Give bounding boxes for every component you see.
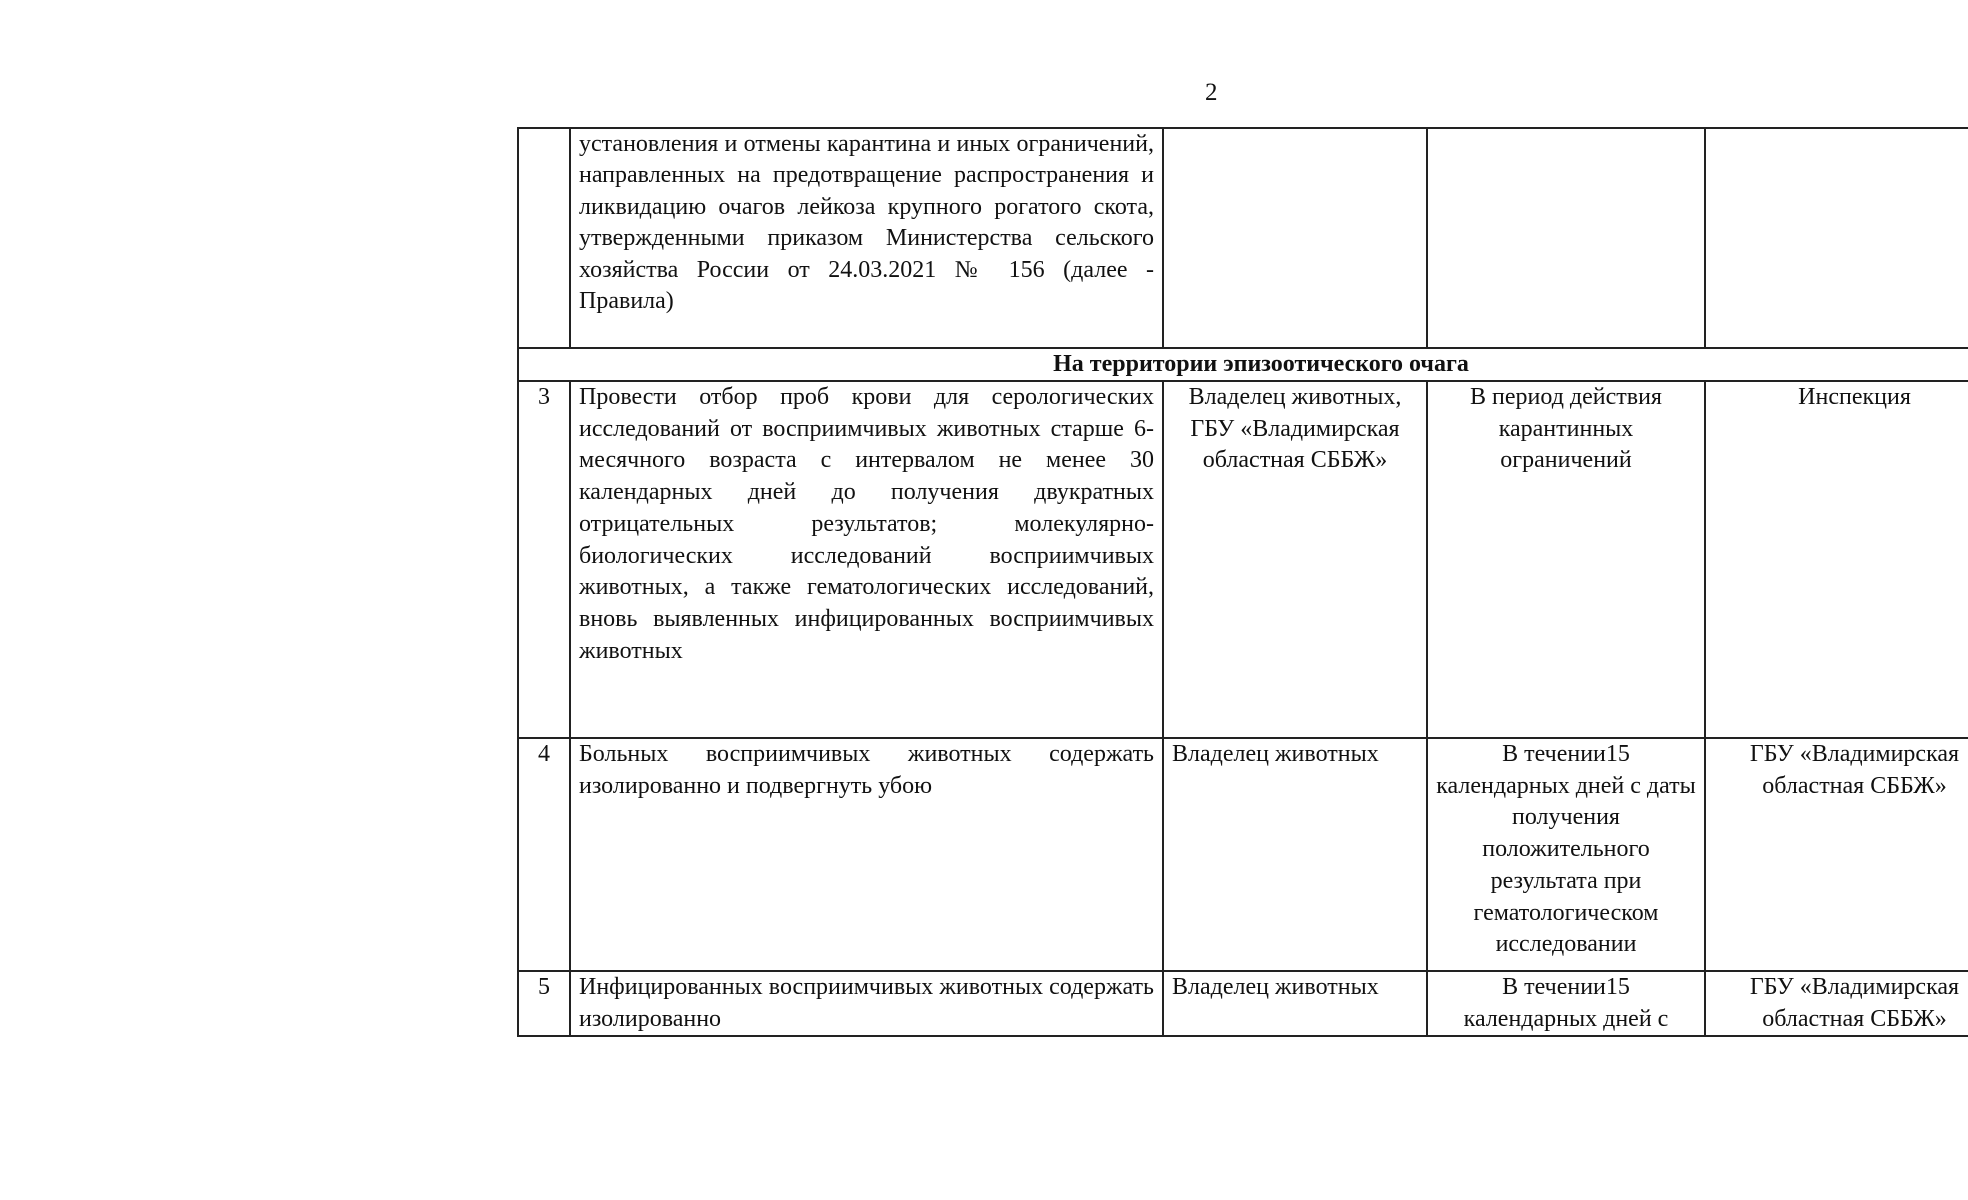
row-number-cell: 3 <box>518 381 570 738</box>
page-number: 2 <box>1205 79 1218 106</box>
row-number-cell <box>518 128 570 348</box>
executor-cell: Владелец животных, ГБУ «Владимирская областная СББЖ» <box>1163 381 1427 738</box>
task-cell: Провести отбор проб крови для серологических исследований от восприимчивых животных старше 6-месячного возраста с интервалом не менее 30 календарных дней до получения двукратных отрицательных результатов; молекулярно-биологических исследований восприимчивых животных, а также гематологических исследований, вновь выявленных инфицированных восприимчивых животных <box>570 381 1163 738</box>
table-row <box>518 381 1968 738</box>
measures-table <box>517 127 1968 1037</box>
task-cell: Больных восприимчивых животных содержать изолированно и подвергнуть убою <box>570 738 1163 971</box>
term-cell <box>1427 128 1705 348</box>
term-cell: В течении15 календарных дней с даты получения положительного результата при гематологическом исследовании <box>1427 738 1705 971</box>
task-cell: Инфицированных восприимчивых животных содержать изолированно <box>570 971 1163 1036</box>
row-number-cell: 4 <box>518 738 570 971</box>
section-title: На территории эпизоотического очага <box>518 348 1968 381</box>
responsible-cell: ГБУ «Владимирская областная СББЖ» <box>1705 738 1968 971</box>
section-header-row <box>518 348 1968 381</box>
responsible-cell <box>1705 128 1968 348</box>
executor-cell: Владелец животных <box>1163 738 1427 971</box>
responsible-cell: ГБУ «Владимирская областная СББЖ» <box>1705 971 1968 1036</box>
term-cell: В течении15 календарных дней с <box>1427 971 1705 1036</box>
table-row <box>518 738 1968 971</box>
responsible-cell: Инспекция <box>1705 381 1968 738</box>
executor-cell <box>1163 128 1427 348</box>
executor-cell: Владелец животных <box>1163 971 1427 1036</box>
task-cell: установления и отмены карантина и иных ограничений, направленных на предотвращение распространения и ликвидацию очагов лейкоза крупного рогатого скота, утвержденными приказом Министерства сельского хозяйства России от 24.03.2021 № 156 (далее - Правила) <box>570 128 1163 348</box>
table-row <box>518 971 1968 1036</box>
table-row-continuation <box>518 128 1968 348</box>
term-cell: В период действия карантинных ограничений <box>1427 381 1705 738</box>
row-number-cell: 5 <box>518 971 570 1036</box>
